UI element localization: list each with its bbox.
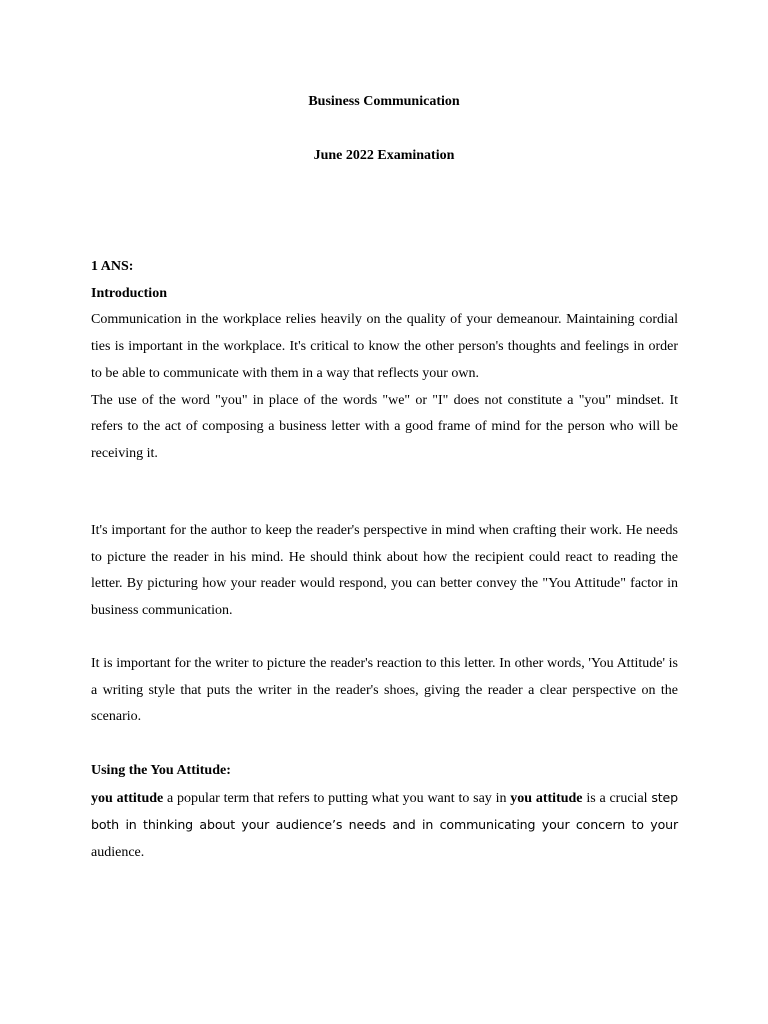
author-paragraph-text: It's important for the author to keep the reader's perspective in mind when crafting their work. He needs to picture the reader in his mind. He should think about how the recipient could react to reading the letter. By picturing how your reader would respond, you can better convey the "You Attitude" factor in business communication. xyxy=(91,523,678,619)
writer-paragraph-text: It is important for the writer to picture the reader's reaction to this letter. In other words, 'You Attitude' is a writing style that puts the writer in the reader's shoes, giving the reader a clear perspective on the scenario. xyxy=(91,656,678,725)
document-title: Business Communication xyxy=(308,94,460,109)
you-attitude-text-1: a popular term that refers to putting what you want to say in xyxy=(163,790,511,806)
introduction-heading: Introduction xyxy=(91,285,167,301)
intro-paragraph-1: Communication in the workplace relies heavily on the quality of your demeanour. Maintaining cordial ties is important in the workplace. It's critical to know the other person's thoughts and feelings in order to be able to communicate with them in a way that reflects your own. xyxy=(91,312,678,381)
you-attitude-heading: Using the You Attitude: xyxy=(91,763,231,778)
you-attitude-text-2: is a crucial xyxy=(582,790,652,806)
intro-paragraph-2: The use of the word "you" in place of the words "we" or "I" does not constitute a "you" mindset. It refers to the act of composing a business letter with a good frame of mind for the person who will be receiving it. xyxy=(91,392,678,461)
you-attitude-sans-text: step both in thinking about your audience’s needs and in communicating your concern to your xyxy=(91,789,678,833)
writer-reaction-paragraph xyxy=(91,651,678,731)
answer-intro-section xyxy=(91,254,678,468)
author-perspective-paragraph xyxy=(91,518,678,625)
you-attitude-term-1: you attitude xyxy=(91,790,164,806)
you-attitude-paragraph xyxy=(91,785,678,867)
answer-label: 1 ANS: xyxy=(91,259,134,274)
you-attitude-section xyxy=(91,758,678,867)
you-attitude-term-2: you attitude xyxy=(510,790,583,806)
you-attitude-text-3: audience. xyxy=(91,845,145,861)
document-subtitle: June 2022 Examination xyxy=(313,148,455,163)
